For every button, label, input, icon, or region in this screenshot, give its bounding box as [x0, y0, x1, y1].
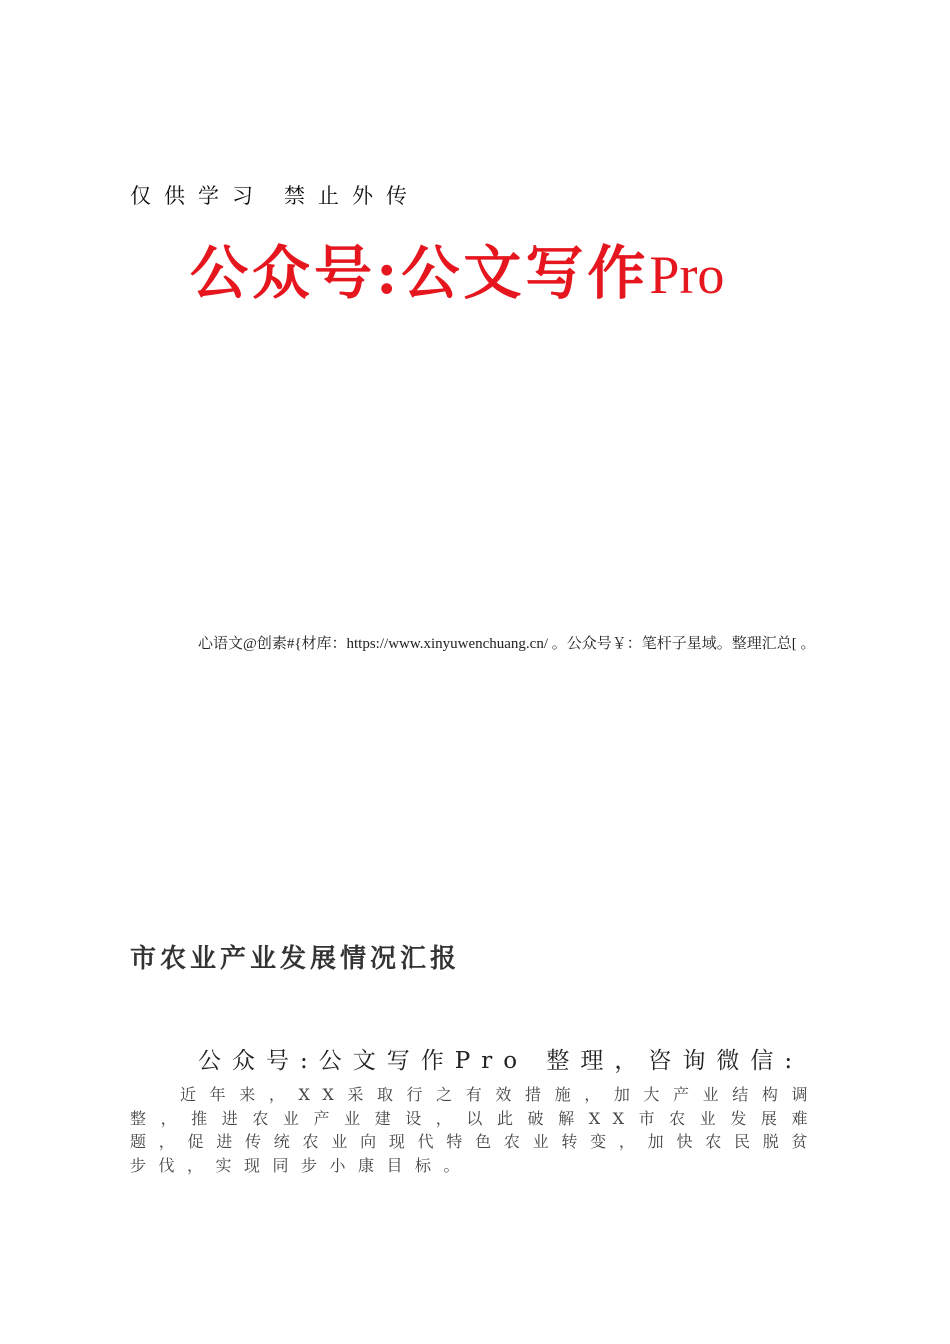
notice-study-only: 仅供学习: [130, 184, 266, 208]
document-subline: 公众号:公文写作Pro 整理，咨询微信:: [198, 1048, 804, 1074]
body-paragraph: 近年来，XX采取行之有效措施，加大产业结构调整，推进农业产业建设，以此破解XX市农业发展难题，促进传统农业向现代特色农业转变，加快农民脱贫步伐，实现同步小康目标。: [130, 1085, 820, 1175]
document-title: 市农业产业发展情况汇报: [130, 944, 461, 974]
brand-pro: Pro: [649, 245, 725, 305]
brand-name: 公众号:公文写作: [190, 239, 650, 307]
usage-notice: [130, 180, 420, 210]
source-note: 心语文@创素#{材库：https://www.xinyuwenchuang.cn/ 。公众号￥：笔杆子星域。整理汇总[ 。: [198, 636, 816, 652]
notice-no-distribution: 禁止外传: [284, 184, 420, 208]
brand-banner: [190, 226, 830, 310]
